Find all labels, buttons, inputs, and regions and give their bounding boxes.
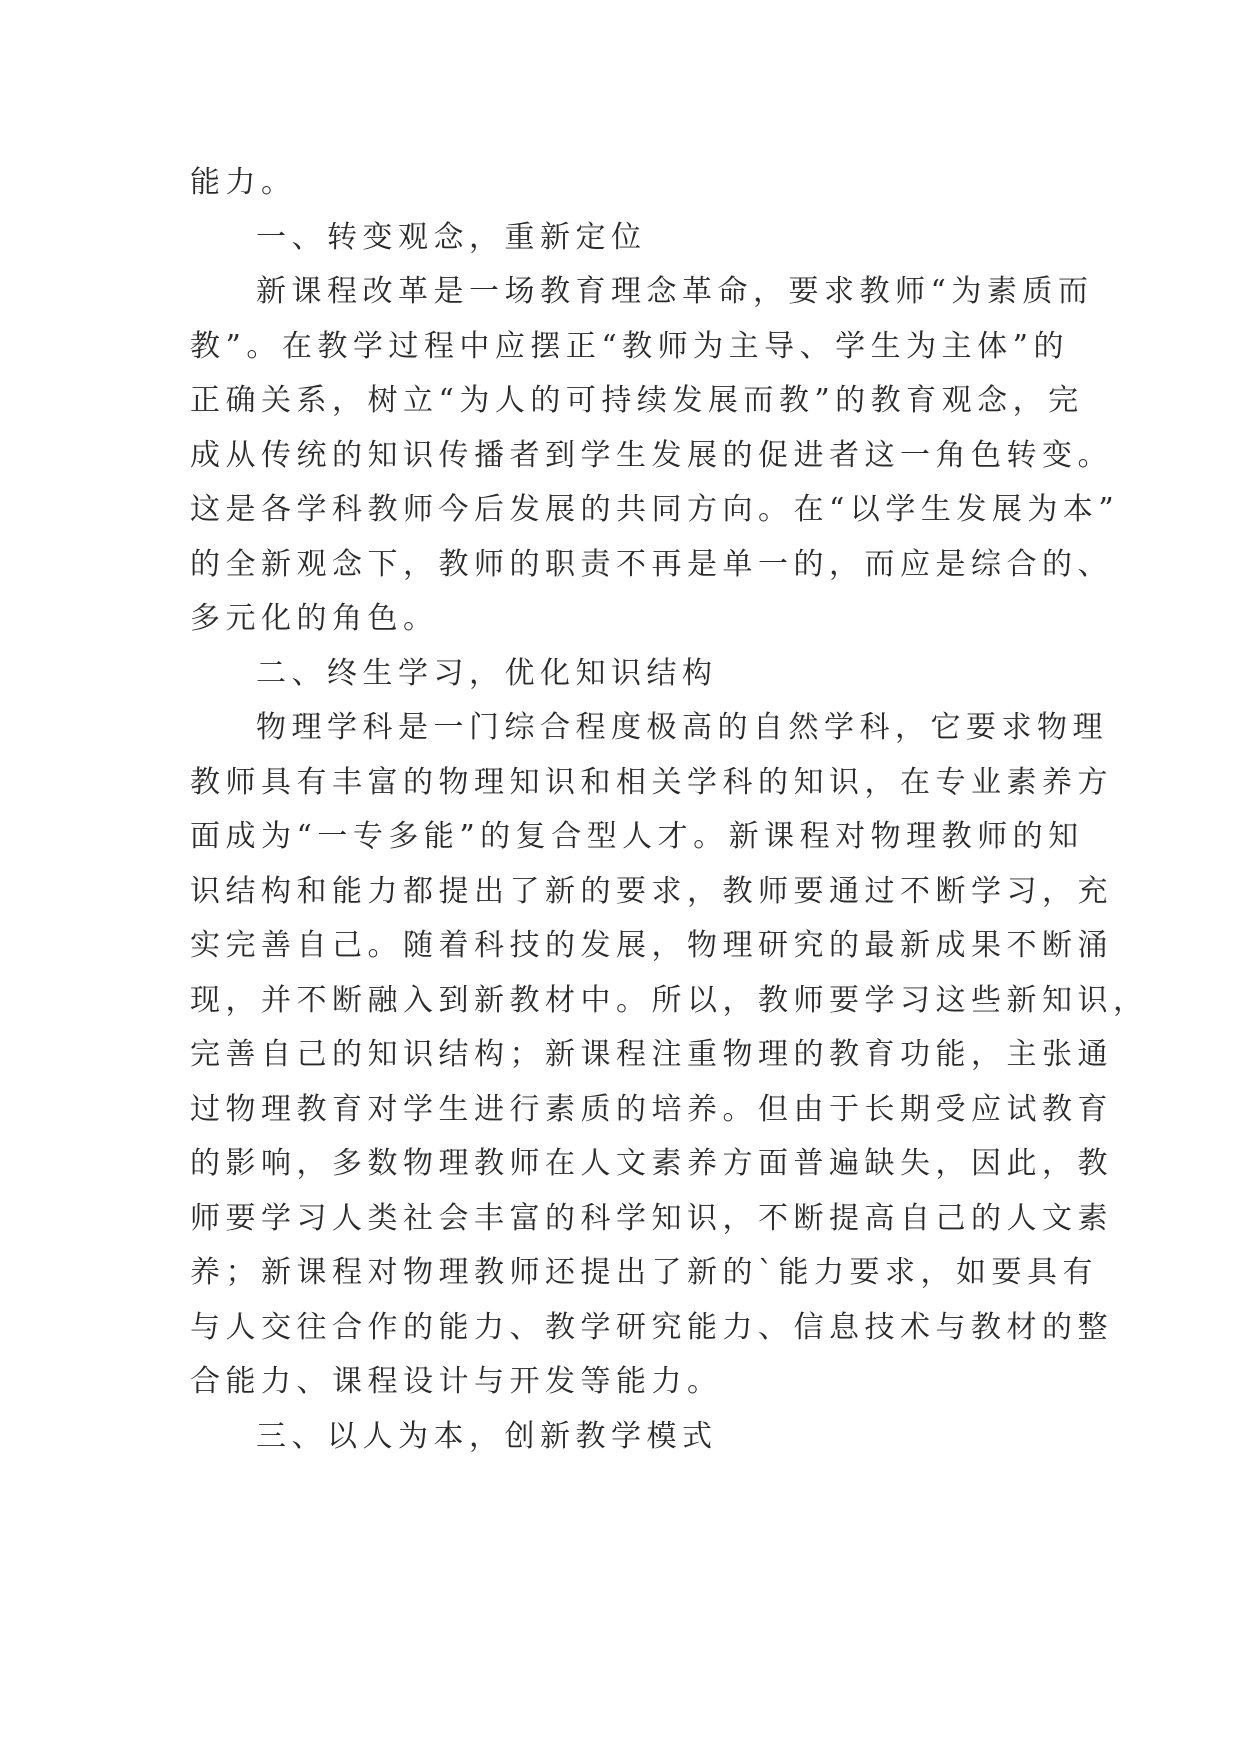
text-line: 完善自己的知识结构；新课程注重物理的教育功能，主张通 [190, 1037, 1113, 1072]
text-line: 面成为“一专多能”的复合型人才。新课程对物理教师的知 [190, 819, 1084, 854]
text-line: 教师具有丰富的物理知识和相关学科的知识，在专业素养方 [190, 764, 1113, 800]
text-line: 识结构和能力都提出了新的要求，教师要通过不断学习，充 [190, 873, 1113, 909]
text-line: 的影响，多数物理教师在人文素养方面普遍缺失，因此，教 [190, 1146, 1113, 1181]
text-line: 实完善自己。随着科技的发展，物理研究的最新成果不断涌 [190, 928, 1113, 963]
section-heading: 一、转变观念，重新定位 [256, 219, 647, 255]
text-line: 成从传统的知识传播者到学生发展的促进者这一角色转变。 [190, 437, 1113, 473]
text-line: 养；新课程对物理教师还提出了新的`能力要求，如要具有 [190, 1255, 1098, 1290]
text-line: 正确关系，树立“为人的可持续发展而教”的教育观念，完 [190, 383, 1084, 418]
text-line: 这是各学科教师今后发展的共同方向。在“以学生发展为本” [190, 492, 1120, 527]
section-heading: 三、以人为本，创新教学模式 [256, 1418, 718, 1454]
section-heading: 二、终生学习，优化知识结构 [256, 655, 718, 691]
text-line: 的全新观念下，教师的职责不再是单一的，而应是综合的、 [190, 546, 1113, 582]
text-line: 教”。在教学过程中应摆正“教师为主导、学生为主体”的 [190, 328, 1070, 364]
text-line: 物理学科是一门综合程度极高的自然学科，它要求物理 [256, 710, 1108, 745]
text-line: 与人交往合作的能力、教学研究能力、信息技术与教材的整 [190, 1309, 1113, 1345]
document-body [190, 156, 1149, 1464]
text-line: 现，并不断融入到新教材中。所以，教师要学习这些新知识， [190, 982, 1149, 1018]
text-line: 师要学习人类社会丰富的科学知识，不断提高自己的人文素 [190, 1200, 1113, 1236]
text-line: 过物理教育对学生进行素质的培养。但由于长期受应试教育 [190, 1091, 1113, 1127]
text-line: 合能力、课程设计与开发等能力。 [190, 1364, 723, 1399]
text-line: 能力。 [190, 165, 297, 200]
text-line: 新课程改革是一场教育理念革命，要求教师“为素质而 [256, 274, 1094, 309]
text-line: 多元化的角色。 [190, 601, 439, 636]
